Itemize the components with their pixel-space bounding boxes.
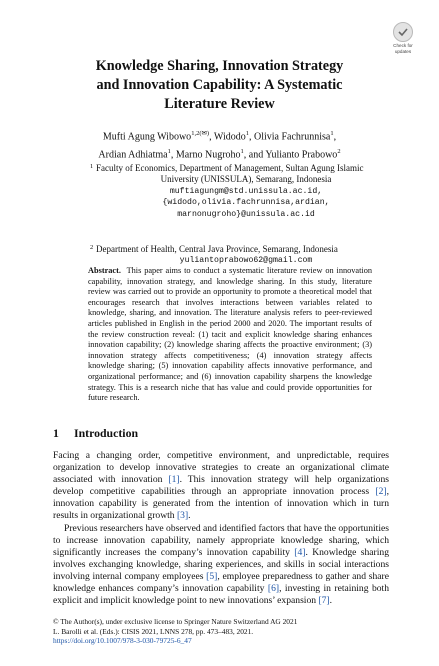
- affiliation-2-line-1: Department of Health, Central Java Province, Semarang, Indonesia: [96, 244, 338, 254]
- affiliation-1-line-1: Faculty of Economics, Department of Management, Sultan Agung Islamic: [96, 163, 364, 173]
- author-name: , and Yulianto Prabowo: [243, 149, 338, 161]
- email-line-4[interactable]: yuliantoprabowo62@gmail.com: [179, 256, 313, 266]
- footer-copyright: © The Author(s), under exclusive license to Springer Nature Switzerland AG 2021: [53, 617, 298, 626]
- affiliation-1-line-2: University (UNISSULA), Semarang, Indonesia: [160, 174, 332, 185]
- badge-label-line2: updates: [394, 49, 412, 54]
- paragraph-text: , innovation capability is generated from the intention of innovation which in turn results in organizational growth: [53, 486, 389, 522]
- paragraph-text: , investing in retaining both explicit and implicit knowledge point to new innovations’ expansion: [53, 583, 389, 607]
- doi-link[interactable]: https://doi.org/10.1007/978-3-030-79725-6_47: [53, 636, 192, 646]
- citation-link[interactable]: [2]: [375, 486, 387, 498]
- abstract: [88, 266, 372, 404]
- citation-link[interactable]: [6]: [267, 583, 280, 595]
- paragraph-text: .: [329, 595, 333, 607]
- author-line-2: [60, 145, 379, 163]
- citation-link[interactable]: [7]: [318, 595, 330, 607]
- title-line-2: and Innovation Capability: A Systematic: [96, 77, 343, 93]
- paragraph-text: . This innovation strategy will help organizations develop competitive capabilities through an appropriate innovation process: [53, 474, 389, 498]
- copyright-footer: [53, 617, 389, 646]
- paragraph-text: Facing a changing order, competitive environment, and unpredictable, requires organization to develop innovative strategies to create an organizational climate associated with innovation: [53, 450, 389, 486]
- citation-link[interactable]: [5]: [206, 570, 218, 582]
- email-line-2[interactable]: {widodo,olivia.fachrunnisa,ardian,: [162, 198, 330, 208]
- title-line-3: Literature Review: [164, 96, 275, 112]
- section-heading: [53, 426, 138, 441]
- email-line-1[interactable]: muftiagungm@std.unissula.ac.id,: [169, 186, 323, 196]
- author-affiliation-mark: 1,2(✉): [191, 130, 210, 137]
- paragraph-text: .: [188, 510, 191, 522]
- introduction-body: [53, 450, 389, 607]
- author-name: Ardian Adhiatma: [98, 149, 168, 161]
- paragraph-text: , employee preparedness to gather and share knowledge enhances company’s innovation capability: [53, 570, 389, 595]
- affiliation-number: 2: [90, 244, 94, 251]
- citation-link[interactable]: [4]: [294, 546, 306, 558]
- author-affiliation-mark: 1: [240, 147, 244, 155]
- author-name: Mufti Agung Wibowo: [102, 131, 192, 143]
- footer-citation: L. Barolli et al. (Eds.): CISIS 2021, LNNS 278, pp. 473–483, 2021.: [53, 626, 254, 636]
- paper-title: [40, 57, 399, 114]
- paragraph-1: [53, 450, 389, 523]
- section-title: Introduction: [74, 426, 139, 440]
- badge-label-line1: Check for: [393, 43, 413, 48]
- affiliation-number: 1: [90, 163, 94, 170]
- abstract-text: This paper aims to conduct a systematic literature review on innovation capability, innovation strategy, and knowledge sharing. In this study, literature review was carried out to provide an opportunity to promote a theoretical model that encourages research that involves interactions between variables related to knowledge, sharing, and innovation. The literature analysis refers to peer-reviewed articles published in English in the period 2000 and 2020. The important results of the review construction reveal: (1) tacit and explicit knowledge sharing enhances innovation capability; (2) knowledge sharing affects the proactive environment; (3) innovation strategy affects competitiveness; (4) innovation strategy affects knowledge sharing; (5) innovation capability affects innovative performance, and organizational performance; and (6) innovation capability sharpens the knowledge strategy. This is a research niche that has value and could provide opportunities for future research.: [88, 266, 373, 403]
- citation-link[interactable]: [3]: [176, 510, 189, 522]
- abstract-label: Abstract.: [88, 266, 121, 275]
- author-affiliation-mark: 1: [245, 130, 249, 137]
- author-list: [60, 127, 379, 163]
- paragraph-2: [53, 523, 389, 608]
- author-separator: ,: [333, 131, 337, 143]
- email-line-3[interactable]: marnonugroho}@unissula.ac.id: [177, 209, 315, 219]
- author-name: , Widodo: [209, 131, 246, 143]
- title-line-1: Knowledge Sharing, Innovation Strategy: [95, 58, 344, 74]
- author-name: , Olivia Fachrunnisa: [248, 131, 331, 143]
- author-line-1: [60, 127, 379, 145]
- check-for-updates-icon: [393, 22, 413, 42]
- author-affiliation-mark: 2: [337, 147, 341, 155]
- author-name: , Marno Nugroho: [170, 149, 241, 161]
- citation-link[interactable]: [1]: [168, 474, 180, 486]
- affiliation-1: [90, 163, 396, 220]
- author-affiliation-mark: 1: [167, 147, 171, 155]
- author-affiliation-mark: 1: [330, 130, 334, 137]
- paragraph-text: . Knowledge sharing involves exchanging knowledge, sharing experiences, and skills in social interactions involving internal company employees: [53, 546, 390, 582]
- affiliation-2: [90, 244, 396, 267]
- check-for-updates-badge[interactable]: [390, 22, 416, 56]
- paragraph-text: Previous researchers have observed and identified factors that have the opportunities to increase innovation capability, namely appropriate knowledge sharing, which significantly increases the company’s innovation capability: [53, 522, 390, 558]
- section-number: 1: [53, 426, 59, 440]
